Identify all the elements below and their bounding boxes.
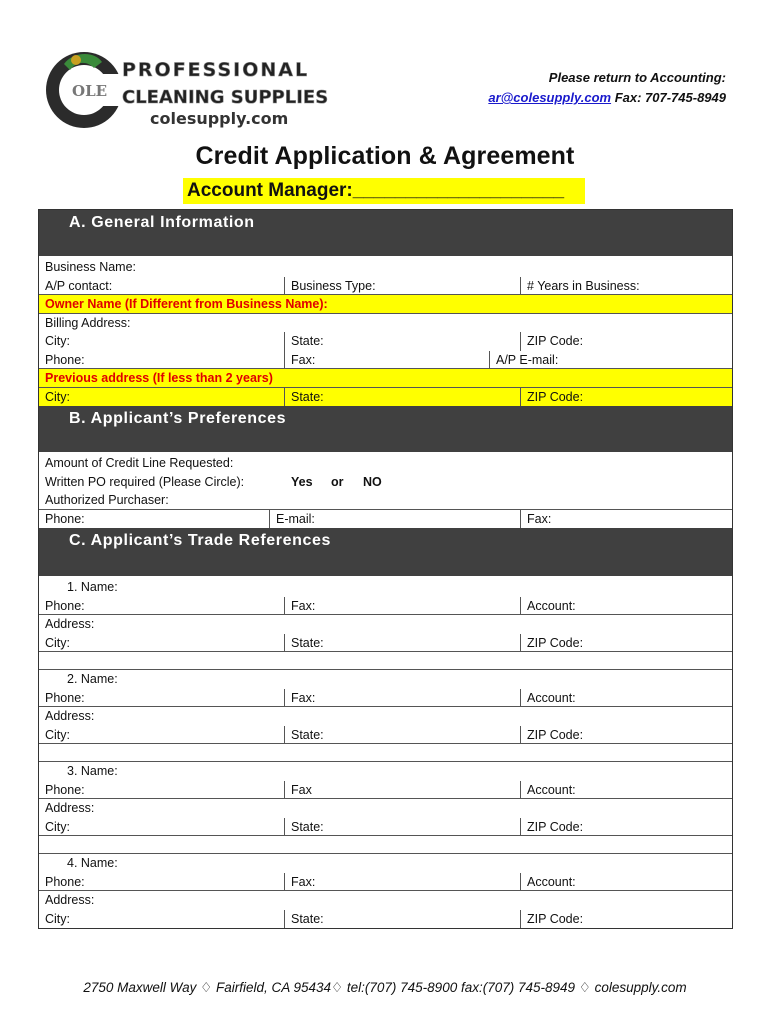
reference-4-name-label: 4. Name: (67, 856, 118, 870)
zip-label: ZIP Code: (520, 332, 583, 351)
reference-1-name-row[interactable] (39, 578, 732, 597)
accounting-email-link[interactable]: ar@colesupply.com (488, 90, 612, 105)
billing-address-label: Billing Address: (45, 315, 131, 330)
ap-contact-row[interactable] (39, 277, 732, 296)
reference-1-address-row[interactable] (39, 615, 732, 634)
svg-text:CLEANING SUPPLIES: CLEANING SUPPLIES (122, 87, 329, 108)
reference-3-phone-label: Phone: (45, 782, 85, 797)
reference-3-city-label: City: (45, 819, 70, 834)
reference-2-name-row[interactable] (39, 670, 732, 689)
business-name-row[interactable] (39, 258, 732, 277)
reference-2-city-label: City: (45, 727, 70, 742)
written-po-row[interactable] (39, 473, 732, 492)
owner-name-row[interactable] (39, 295, 732, 314)
section-b-header: B. Applicant’s Preferences (39, 406, 732, 452)
footer-address: 2750 Maxwell Way ♢ Fairfield, CA 95434♢ tel:(707) 745-8900 fax:(707) 745-8949 ♢ colesupply.com (83, 980, 687, 995)
years-in-business-label: # Years in Business: (520, 277, 640, 295)
purchaser-phone-label: Phone: (45, 511, 85, 526)
fax-label: Fax: (284, 351, 315, 369)
previous-state-label: State: (284, 388, 324, 407)
reference-3-name-label: 3. Name: (67, 764, 118, 778)
reference-2-phone-row[interactable] (39, 689, 732, 708)
reference-spacer (39, 652, 732, 670)
reference-4-state-label: State: (284, 910, 324, 929)
accounting-fax: Fax: 707-745-8949 (611, 90, 726, 105)
reference-2-zip-label: ZIP Code: (520, 726, 583, 744)
reference-4-fax-label: Fax: (284, 873, 315, 891)
billing-address-row[interactable] (39, 314, 732, 333)
reference-1-account-label: Account: (520, 597, 576, 615)
credit-application-form (38, 209, 733, 929)
svg-text:OLE: OLE (72, 82, 108, 100)
reference-4-city-row[interactable] (39, 910, 732, 929)
reference-2-address-row[interactable] (39, 707, 732, 726)
city-row[interactable] (39, 332, 732, 351)
business-type-label: Business Type: (284, 277, 376, 295)
reference-3-name-row[interactable] (39, 762, 732, 781)
reference-4-name-row[interactable] (39, 854, 732, 873)
reference-1-fax-label: Fax: (284, 597, 315, 615)
reference-spacer (39, 744, 732, 762)
reference-1-state-label: State: (284, 634, 324, 652)
previous-city-label: City: (45, 389, 70, 404)
reference-1-city-row[interactable] (39, 634, 732, 653)
reference-1-phone-row[interactable] (39, 597, 732, 616)
previous-address-label: Previous address (If less than 2 years) (45, 371, 273, 385)
reference-3-phone-row[interactable] (39, 781, 732, 800)
state-label: State: (284, 332, 324, 351)
reference-1-address-label: Address: (45, 617, 95, 631)
owner-name-label: Owner Name (If Different from Business Name): (45, 297, 328, 311)
reference-3-address-row[interactable] (39, 799, 732, 818)
svg-text:colesupply.com: colesupply.com (150, 109, 289, 128)
return-label: Please return to Accounting: (548, 70, 726, 85)
company-logo (42, 46, 342, 130)
reference-2-name-label: 2. Name: (67, 672, 118, 686)
reference-4-address-row[interactable] (39, 891, 732, 910)
reference-3-fax-label: Fax (284, 781, 312, 799)
credit-line-label: Amount of Credit Line Requested: (45, 456, 234, 470)
reference-2-account-label: Account: (520, 689, 576, 707)
reference-4-phone-label: Phone: (45, 874, 85, 889)
authorized-purchaser-row[interactable] (39, 491, 732, 510)
business-name-label: Business Name: (45, 260, 137, 274)
credit-line-row[interactable] (39, 454, 732, 473)
reference-4-zip-label: ZIP Code: (520, 910, 583, 929)
reference-2-address-label: Address: (45, 709, 95, 723)
previous-address-row[interactable] (39, 369, 732, 388)
reference-2-state-label: State: (284, 726, 324, 744)
purchaser-contact-row[interactable] (39, 510, 732, 529)
ap-contact-label: A/P contact: (45, 278, 113, 293)
phone-row[interactable] (39, 351, 732, 370)
return-to-accounting (488, 68, 726, 108)
city-label: City: (45, 334, 70, 348)
reference-1-city-label: City: (45, 635, 70, 650)
purchaser-fax-label: Fax: (520, 510, 551, 529)
reference-spacer (39, 836, 732, 854)
authorized-purchaser-label: Authorized Purchaser: (45, 493, 169, 507)
reference-4-phone-row[interactable] (39, 873, 732, 892)
reference-3-state-label: State: (284, 818, 324, 836)
purchaser-email-label: E-mail: (269, 510, 315, 529)
svg-text:PROFESSIONAL: PROFESSIONAL (122, 59, 310, 81)
reference-3-account-label: Account: (520, 781, 576, 799)
reference-4-city-label: City: (45, 911, 70, 926)
reference-4-account-label: Account: (520, 873, 576, 891)
po-or-text: or (331, 474, 344, 489)
reference-1-name-label: 1. Name: (67, 580, 118, 594)
reference-2-city-row[interactable] (39, 726, 732, 745)
previous-city-row[interactable] (39, 388, 732, 407)
section-a-header: A. General Information (39, 210, 732, 256)
previous-zip-label: ZIP Code: (520, 388, 583, 407)
reference-2-phone-label: Phone: (45, 690, 85, 705)
section-c-header: C. Applicant’s Trade References (39, 528, 732, 576)
reference-2-fax-label: Fax: (284, 689, 315, 707)
reference-4-address-label: Address: (45, 893, 95, 907)
phone-label: Phone: (45, 352, 85, 367)
reference-3-address-label: Address: (45, 801, 95, 815)
ap-email-label: A/P E-mail: (489, 351, 558, 369)
written-po-label: Written PO required (Please Circle): (45, 474, 245, 489)
po-yes-option[interactable]: Yes (291, 474, 313, 489)
reference-3-city-row[interactable] (39, 818, 732, 837)
reference-1-phone-label: Phone: (45, 598, 85, 613)
reference-1-zip-label: ZIP Code: (520, 634, 583, 652)
reference-3-zip-label: ZIP Code: (520, 818, 583, 836)
account-manager-field[interactable]: Account Manager:____________________ (183, 178, 585, 204)
po-no-option[interactable]: NO (363, 474, 382, 489)
page-title: Credit Application & Agreement (195, 142, 575, 170)
